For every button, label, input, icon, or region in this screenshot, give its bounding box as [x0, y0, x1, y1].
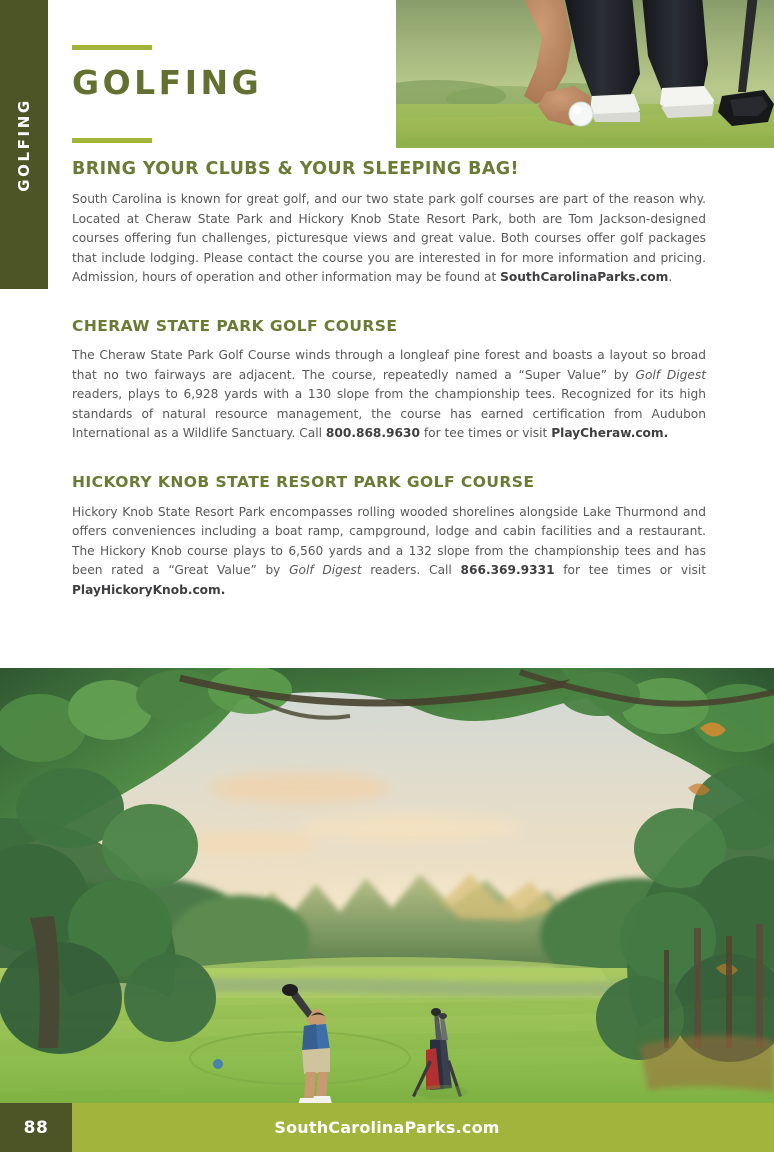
section-tab-golfing	[0, 0, 48, 289]
title-spacer	[72, 99, 706, 138]
hickory-knob-paragraph	[72, 503, 706, 601]
hickory-text-2: readers. Call	[361, 563, 461, 578]
hickory-text-1: Hickory Knob State Resort Park encompasses rolling wooded shorelines alongside Lake Thurmond and offers conveniences including a boat ramp, campground, lodge and cabin facilities and a restaurant. The Hickory Knob course plays to 6,560 yards and a 132 slope from the championship tees and has been rated a “Great Value” by	[72, 504, 706, 578]
hickory-golf-digest-italic: Golf Digest	[289, 563, 362, 578]
page-title: GOLFING	[72, 63, 263, 102]
cheraw-text-2: readers, plays to 6,928 yards with a 130 slope from the championship tees. Recognized for its high standards of natural resource management, the course has earned certification from Audubon International as a Wildlife Sanctuary. Call	[72, 387, 706, 441]
title-rule-bottom	[72, 138, 152, 143]
title-rule-top	[72, 45, 152, 50]
cheraw-section-heading: CHERAW STATE PARK GOLF COURSE	[72, 316, 398, 335]
hickory-text-3: for tee times or visit	[554, 563, 706, 578]
hickory-knob-section-heading: HICKORY KNOB STATE RESORT PARK GOLF COURSE	[72, 472, 535, 491]
intro-text: South Carolina is known for great golf, and our two state park golf courses are part of the reason why. Located at Cheraw State Park and Hickory Knob State Resort Park, both are Tom Jackson-designed courses offering fun challenges, picturesque views and great value. Both courses offer golf packages that include lodging. Please contact the course you are interested in for more information and pricing. Admission, hours of operation and other information may be found at	[72, 192, 706, 285]
headline: BRING YOUR CLUBS & YOUR SLEEPING BAG!	[72, 159, 519, 179]
content-column	[72, 0, 706, 600]
cheraw-golf-digest-italic: Golf Digest	[635, 367, 706, 382]
page-number: 88	[23, 1117, 49, 1138]
cheraw-website-link[interactable]: PlayCheraw.com.	[551, 426, 669, 441]
footer-website-url[interactable]: SouthCarolinaParks.com	[274, 1118, 500, 1137]
hickory-website-link[interactable]: PlayHickoryKnob.com.	[72, 582, 226, 597]
hickory-phone[interactable]: 866.369.9331	[460, 563, 555, 578]
page-number-block	[0, 1103, 72, 1152]
cheraw-text-1: The Cheraw State Park Golf Course winds through a longleaf pine forest and boasts a layout so broad that no two fairways are adjacent. The course, repeatedly named a “Super Value” by	[72, 348, 706, 382]
page-footer	[0, 1103, 774, 1152]
section-tab-label: GOLFING	[15, 97, 33, 192]
intro-paragraph	[72, 190, 706, 288]
intro-website-link[interactable]: SouthCarolinaParks.com	[500, 270, 669, 285]
cheraw-phone[interactable]: 800.868.9630	[325, 426, 420, 441]
feature-image-golf-course	[0, 668, 774, 1103]
cheraw-paragraph	[72, 346, 706, 444]
intro-text-end: .	[668, 270, 673, 285]
cheraw-text-3: for tee times or visit	[419, 426, 552, 441]
feature-image-artwork	[0, 668, 774, 1103]
